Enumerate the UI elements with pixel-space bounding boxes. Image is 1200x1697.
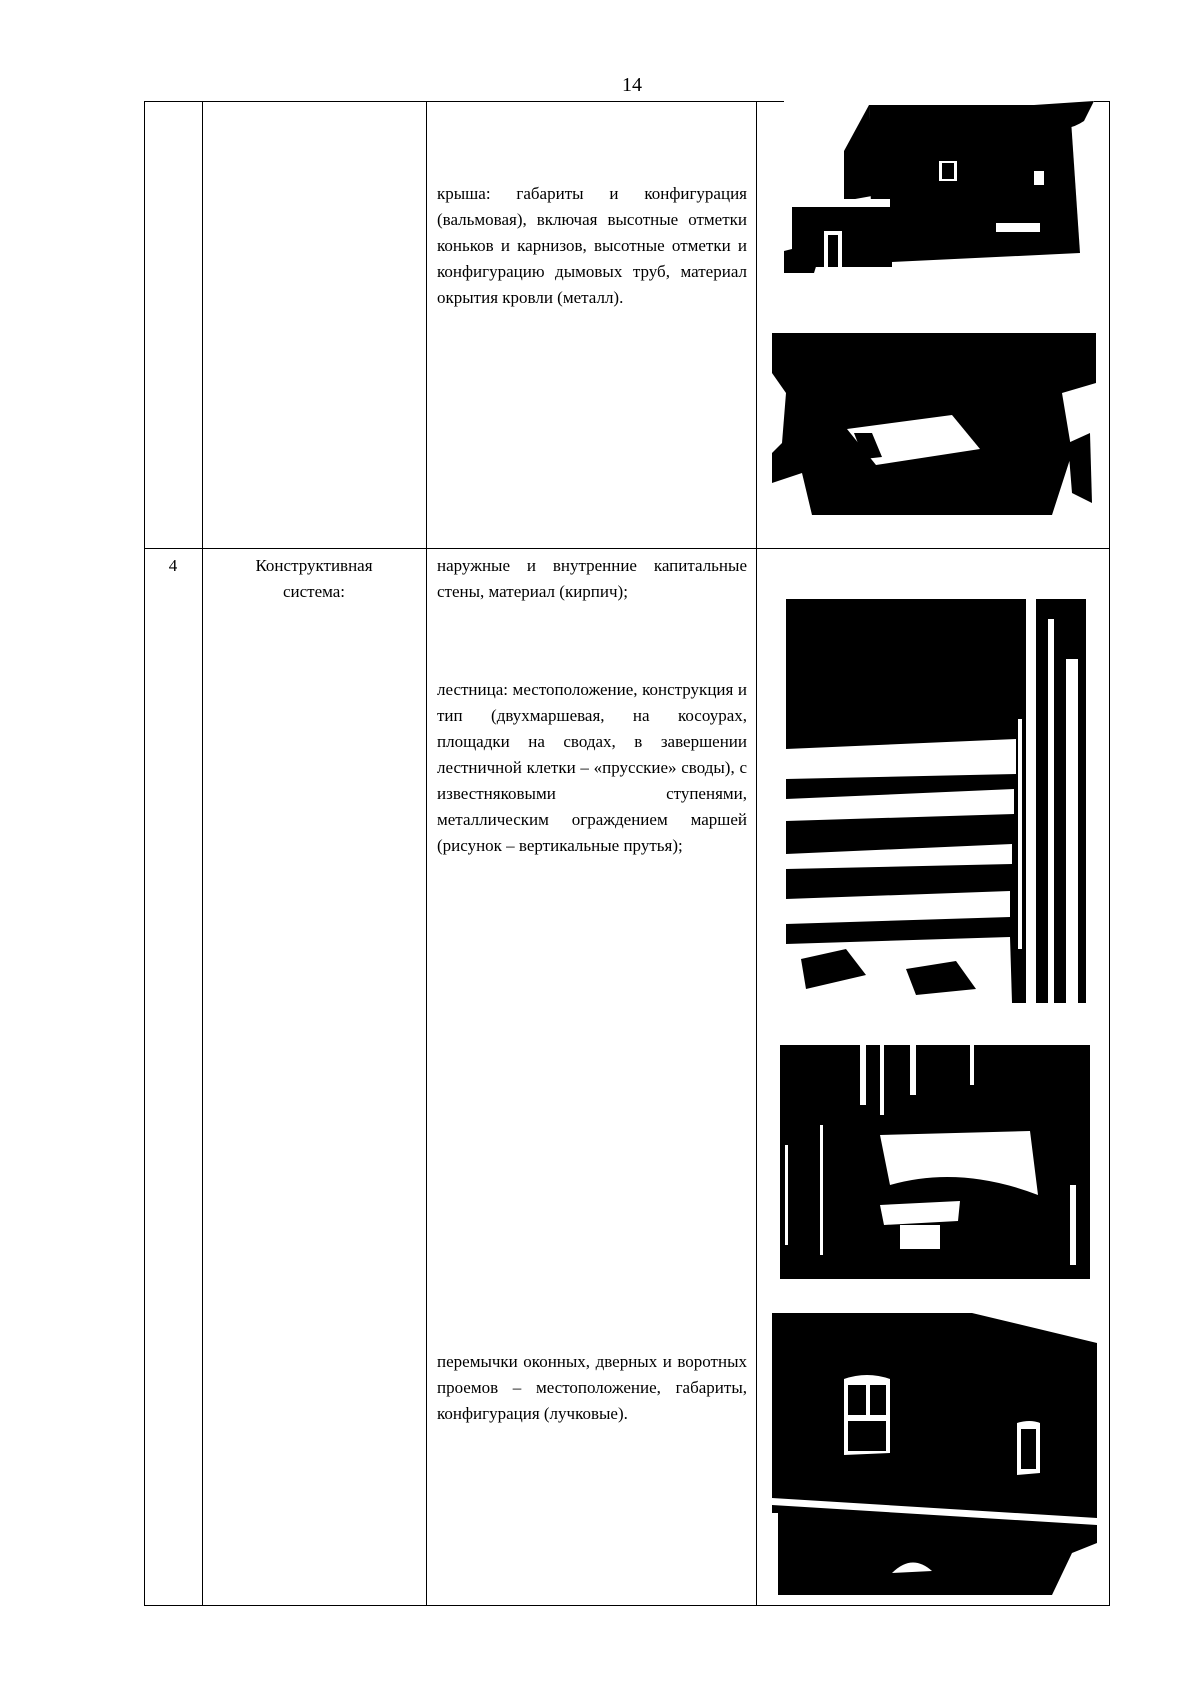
column-divider [756, 101, 757, 1606]
lintels-image [772, 1313, 1097, 1595]
table-border-bottom [144, 1605, 1110, 1606]
vault-photo [780, 1045, 1090, 1279]
walls-description: наружные и внутренние капитальные стены, материал (кирпич); [437, 556, 747, 601]
roof-photo [772, 333, 1096, 515]
row-title-line1: Конструктивная [255, 556, 373, 575]
row-title-line2: система: [282, 582, 346, 601]
column-divider [144, 101, 145, 1606]
column-divider [202, 101, 203, 1606]
lintels-photo [772, 1313, 1097, 1595]
building-exterior-photo [784, 101, 1094, 273]
vault-image [780, 1045, 1090, 1279]
lintels-description: перемычки оконных, дверных и воротных проемов – местоположение, габариты, конфигурация (лучковые). [437, 1352, 747, 1423]
row-number: 4 [168, 556, 178, 575]
roof-image [772, 333, 1096, 515]
column-divider [426, 101, 427, 1606]
column-divider [1109, 101, 1110, 1606]
stairs-description: лестница: местоположение, конструкция и тип (двухмаршевая, на косоурах, площадки на сводах, в завершении лестничной клетки – «прусские» своды), с известняковыми ступенями, металлическим ограждением маршей (рисунок – вертикальные прутья); [437, 680, 747, 855]
page-number: 14 [622, 74, 642, 96]
staircase-image [786, 599, 1086, 1003]
row-divider [144, 548, 1110, 549]
building-exterior-image [784, 101, 1094, 273]
staircase-photo [786, 599, 1086, 1003]
row-title [202, 553, 426, 605]
roof-description: крыша: габариты и конфигурация (вальмовая), включая высотные отметки коньков и карнизов, высотные отметки и конфигурацию дымовых труб, материал окрытия кровли (металл). [437, 184, 747, 307]
monument-elements-table [144, 101, 1110, 1606]
